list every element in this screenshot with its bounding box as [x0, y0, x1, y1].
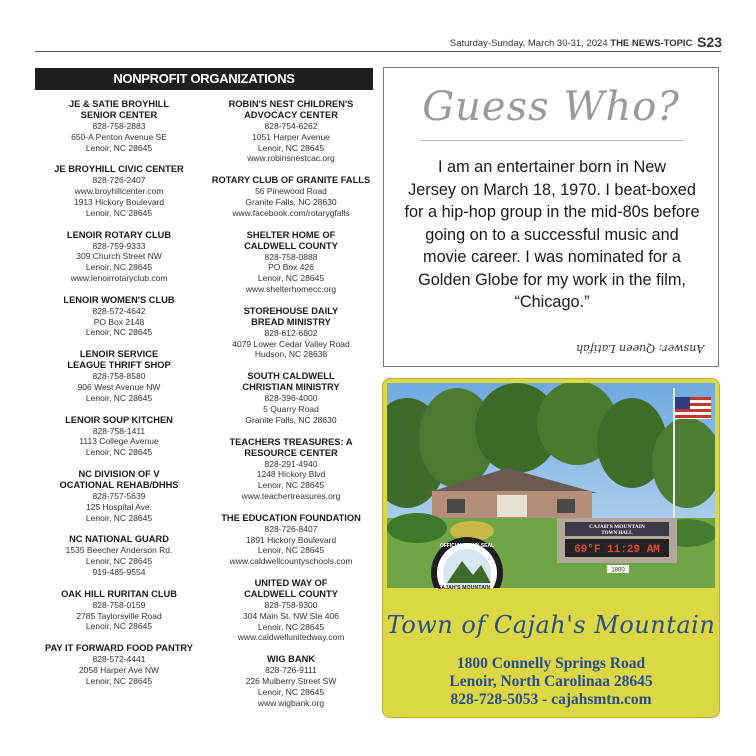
org-entry [206, 175, 376, 218]
org-detail: Lenoir, NC 28645 [257, 686, 325, 697]
seal-top-text: OFFICIAL TOWN SEAL [439, 543, 495, 549]
org-entry [34, 469, 204, 523]
org-name: STOREHOUSE DAILY [243, 305, 339, 316]
org-detail: 1535 Beecher Anderson Rd. [65, 545, 173, 556]
org-detail: 304 Main St. NW Ste 406 [243, 610, 339, 621]
guess-who-line: going on to a successful music and [425, 225, 679, 244]
org-detail: 828-758-9300 [264, 599, 318, 610]
org-detail: www.teachertreasures.org [241, 490, 341, 501]
org-detail: 1113 College Avenue [79, 436, 159, 447]
org-name: SOUTH CALDWELL [247, 371, 335, 382]
org-detail: 906 West Avenue NW [77, 381, 161, 392]
org-detail: 650-A Penton Avenue SE [71, 131, 167, 142]
org-detail: Lenoir, NC 28645 [257, 273, 325, 284]
org-detail: www.broyhillcenter.com [74, 186, 164, 197]
guess-who-answer: Answer: Queen Latifah [575, 342, 704, 355]
org-detail: Lenoir, NC 28645 [85, 675, 153, 686]
org-detail: www.caldwellcountyschools.com [229, 556, 353, 567]
org-entry [34, 643, 204, 686]
sign-display: 69°F 11:29 AM [574, 544, 660, 556]
org-detail: 5 Quarry Road [263, 403, 319, 414]
org-detail: Lenoir, NC 28645 [85, 512, 153, 523]
org-detail: 828-726-9111 [265, 665, 317, 676]
org-detail: 828-572-4642 [92, 305, 146, 316]
seal-bottom-text: CAJAH'S MOUNTAIN [437, 585, 491, 591]
org-name: LENOIR WOMEN'S CLUB [63, 294, 175, 305]
org-detail: 828-726-8407 [264, 523, 318, 534]
org-name: SENIOR CENTER [80, 110, 158, 120]
org-detail: 309 Church Street NW [76, 251, 162, 262]
org-detail: 1248 Hickory Blvd [256, 469, 326, 480]
org-name: SHELTER HOME OF [246, 229, 336, 240]
org-detail: Lenoir, NC 28645 [257, 621, 325, 632]
guess-who-box [383, 67, 719, 367]
org-name: THE EDUCATION FOUNDATION [221, 512, 361, 523]
org-name: ROTARY CLUB OF GRANITE FALLS [211, 175, 371, 186]
org-entry [206, 99, 376, 164]
org-detail: Lenoir, NC 28645 [85, 556, 153, 567]
guess-who-title: Guess Who? [422, 84, 680, 130]
ad-address-line2: Lenoir, North Carolinaa 28645 [449, 673, 653, 690]
page-header [450, 34, 722, 50]
org-name: ADVOCACY CENTER [244, 110, 338, 120]
sign-name-line2: TOWN HALL [601, 531, 633, 536]
org-detail: 828-572-4441 [92, 654, 146, 665]
header-publication: THE NEWS-TOPIC [610, 38, 693, 49]
org-name: LENOIR SOUP KITCHEN [65, 414, 173, 425]
org-name: OCATIONAL REHAB/DHHS [59, 479, 179, 490]
org-detail: Lenoir, NC 28645 [85, 142, 153, 153]
org-detail: Granite Falls, NC 28630 [245, 414, 337, 425]
org-detail: 828-757-5639 [92, 490, 146, 501]
guess-who-line: “Chicago.” [514, 293, 590, 311]
org-name: LENOIR ROTARY CLUB [66, 229, 172, 240]
org-detail: 828-758-2883 [92, 121, 146, 131]
org-detail: 828-396-4000 [264, 393, 318, 404]
org-name: JE BROYHILL CIVIC CENTER [54, 164, 184, 175]
org-detail: www.facebook.com/rotarygfalls [232, 207, 350, 218]
org-detail: 828-754-6262 [264, 121, 318, 131]
org-name: CALDWELL COUNTY [244, 588, 338, 599]
org-detail: Granite Falls, NC 28630 [245, 196, 337, 207]
org-detail: 828-758-0159 [92, 599, 146, 610]
org-entry [206, 230, 376, 295]
org-name: TEACHERS TREASURES: A [229, 436, 353, 447]
org-name: CALDWELL COUNTY [244, 240, 338, 251]
ad-address-line1: 1800 Connelly Springs Road [456, 655, 646, 672]
org-entry [34, 164, 204, 218]
org-detail: Lenoir, NC 28645 [85, 392, 153, 403]
org-name: UNITED WAY OF [254, 577, 328, 588]
org-entry [34, 230, 204, 284]
org-entry [206, 578, 376, 643]
org-entry [206, 306, 376, 360]
org-name: BREAD MINISTRY [251, 316, 331, 327]
guess-who-body [390, 156, 714, 314]
org-detail: 828-612-6802 [264, 327, 318, 338]
org-name: LEAGUE THRIFT SHOP [67, 360, 171, 371]
org-detail: 828-758-1411 [92, 425, 146, 436]
org-entry [206, 437, 376, 502]
org-detail: Lenoir, NC 28645 [85, 262, 153, 273]
org-name: JE & SATIE BROYHILL [68, 99, 170, 109]
org-detail: 828-758-0888 [264, 251, 318, 262]
org-detail: Lenoir, NC 28645 [85, 207, 153, 218]
org-name: CHRISTIAN MINISTRY [242, 382, 340, 393]
org-entry [34, 295, 204, 338]
org-entry [206, 654, 376, 708]
org-detail: Lenoir, NC 28645 [257, 480, 325, 491]
org-detail: Lenoir, NC 28645 [85, 447, 153, 458]
org-detail: 1913 Hickory Boulevard [73, 196, 165, 207]
org-column-right [206, 99, 376, 719]
org-detail: Hudson, NC 28638 [254, 349, 328, 360]
org-detail: 828-758-8580 [92, 371, 146, 382]
org-entry [206, 513, 376, 567]
org-detail: 125 Hospital Ave. [86, 501, 152, 512]
org-name: PAY IT FORWARD FOOD PANTRY [45, 643, 193, 654]
org-detail: 2058 Harper Ave NW [78, 664, 160, 675]
guess-who-line: for a hip-hop group in the mid-80s before [404, 203, 700, 221]
guess-who-line: I am an entertainer born in New [437, 158, 667, 176]
section-title: NONPROFIT ORGANIZATIONS [35, 68, 373, 90]
org-detail: PO Box 2148 [93, 316, 145, 327]
org-detail: Lenoir, NC 28645 [85, 327, 153, 338]
guess-who-line: Jersey on March 18, 1970. I beat-boxed [408, 180, 696, 199]
org-detail: www.wigbank.org [257, 697, 325, 708]
org-name: NC DIVISION OF V [78, 468, 160, 479]
org-entry [34, 349, 204, 403]
ad-town-name: Town of Cajah's Mountain [386, 611, 716, 639]
org-entry [34, 534, 204, 577]
org-name: NC NATIONAL GUARD [69, 534, 169, 545]
org-entry [34, 589, 204, 632]
org-name: LENOIR SERVICE [79, 349, 159, 360]
page-number: S23 [697, 34, 722, 50]
org-detail: 226 Mulberry Street SW [245, 675, 337, 686]
org-name: OAK HILL RURITAN CLUB [61, 588, 177, 599]
town-ad [382, 378, 720, 718]
town-hall-photo [387, 383, 715, 588]
org-detail: Lenoir, NC 28645 [257, 142, 325, 153]
org-name: WIG BANK [266, 654, 316, 665]
header-date: Saturday-Sunday, March 30-31, 2024 [449, 38, 608, 49]
org-detail: Lenoir, NC 28645 [257, 545, 325, 556]
org-entry [206, 371, 376, 425]
org-detail: www.robinsnestcac.org [247, 153, 335, 164]
org-name: RESOURCE CENTER [244, 447, 338, 458]
org-entry [34, 415, 204, 458]
org-detail: 1051 Harper Avenue [252, 131, 330, 142]
header-rule [35, 51, 721, 52]
org-detail: PO Box 426 [268, 262, 314, 273]
ad-contact-line: 828-728-5053 - cajahsmtn.com [450, 691, 652, 708]
guess-who-divider [420, 140, 684, 141]
org-detail: Lenoir, NC 28645 [85, 621, 153, 632]
org-entry [34, 99, 204, 153]
guess-who-line: Golden Globe for my work in the film, [418, 270, 686, 289]
org-detail: 828-726-2407 [92, 175, 146, 186]
street-number: 1800 [611, 567, 625, 574]
town-seal-icon [431, 537, 503, 588]
org-detail: 828-291-4940 [264, 458, 318, 469]
org-detail: 919-485-9554 [92, 566, 146, 577]
org-detail: 56 Pinewood Road [255, 186, 327, 197]
org-detail: www.caldwellunitedway.com [237, 632, 345, 643]
org-detail: 1891 Hickory Boulevard [245, 534, 337, 545]
org-detail: 4079 Lower Cedar Valley Road [232, 338, 350, 349]
sign-name-line1: CAJAH'S MOUNTAIN [589, 524, 645, 530]
org-column-left [34, 99, 204, 698]
ad-address-block [383, 655, 719, 709]
org-name: ROBIN'S NEST CHILDREN'S [228, 99, 354, 109]
guess-who-line: movie career. I was nominated for a [423, 248, 681, 266]
org-detail: www.lenoirrotaryclub.com [70, 272, 168, 283]
org-detail: 2785 Taylorsville Road [76, 610, 162, 621]
org-detail: www.shelterhomecc.org [245, 283, 337, 294]
org-detail: 828-759-9333 [92, 240, 146, 251]
